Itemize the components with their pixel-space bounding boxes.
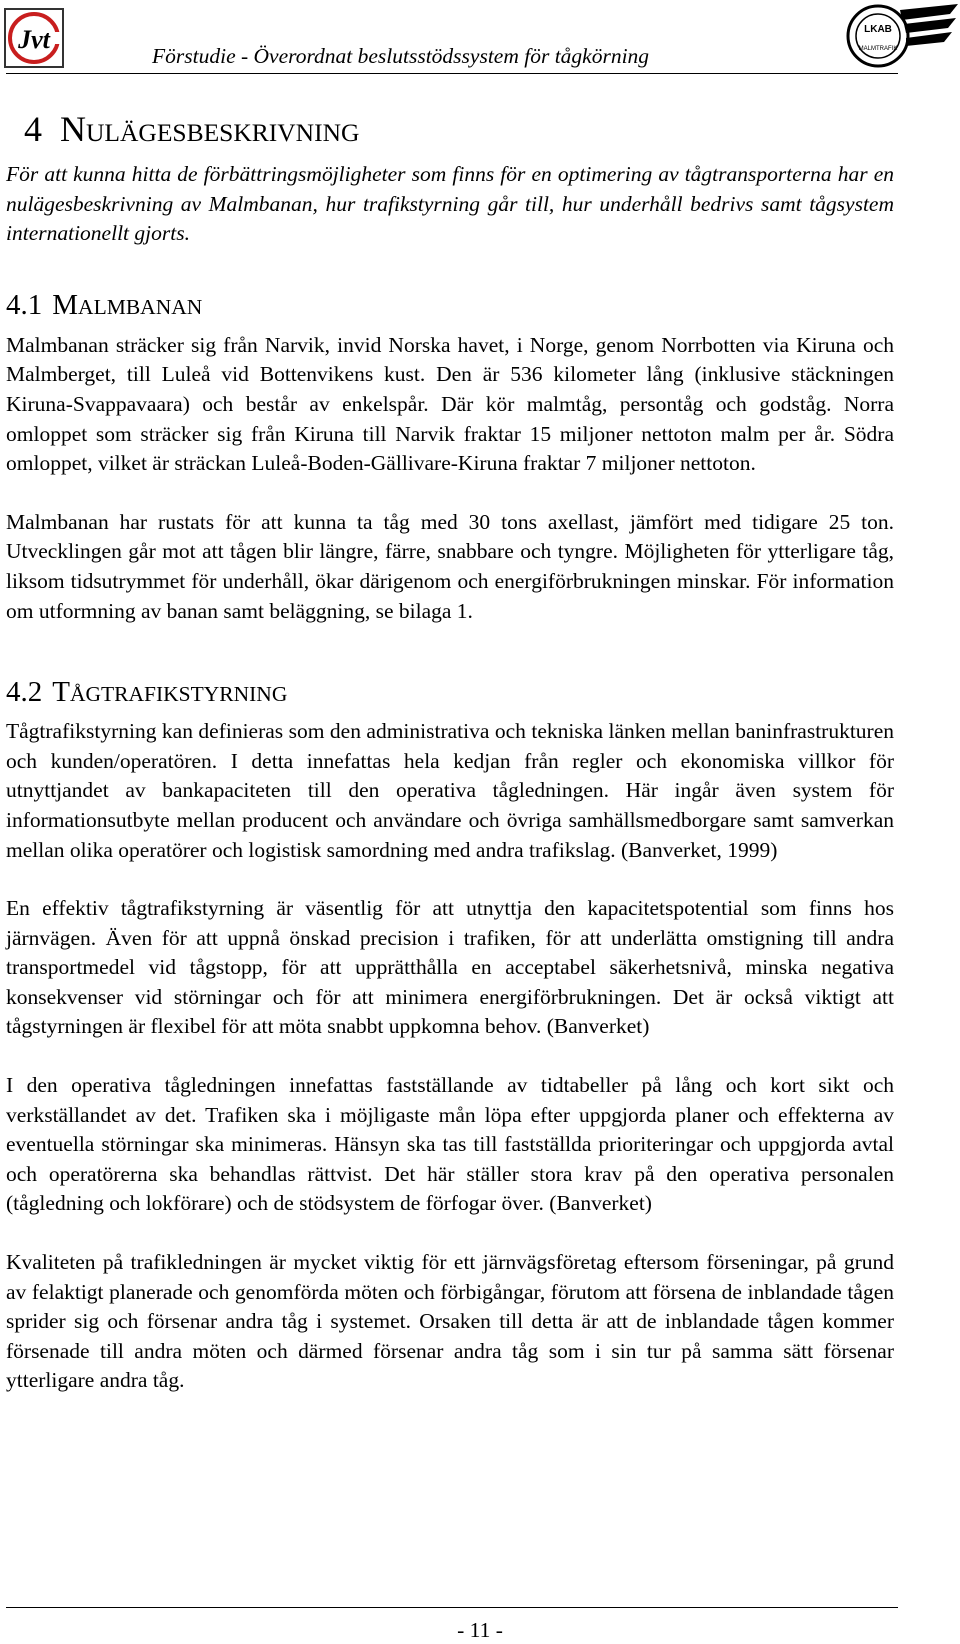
svg-text:Jvt: Jvt (18, 25, 50, 54)
svg-text:LKAB: LKAB (864, 24, 892, 35)
page-header (0, 0, 960, 80)
section-number: 4.1 (6, 288, 43, 321)
section-4-heading (24, 106, 894, 156)
section-title-initial: T (52, 676, 70, 709)
header-divider (6, 73, 898, 74)
section-4-2-heading (6, 672, 894, 714)
paragraph: Kvaliteten på trafikledningen är mycket viktig för ett järnvägsföretag eftersom förseningar, på grund av felaktigt planerade och genomförda möten och förbigångar, förutom att försena de inblandade tågen sprider sig och försenar andra tåg i systemet. Orsaken till detta är att de inblandade tågen kommer försenade till andra möten och därmed försenar andra tåg som i sin tur på samma sätt försenar ytterligare andra tåg. (6, 1250, 894, 1393)
section-title-rest: ÅGTRAFIKSTYRNING (69, 682, 288, 707)
section-number: 4.2 (6, 676, 43, 709)
paragraph: I den operativa tågledningen innefattas fastställande av tidtabeller på lång och kort sikt och verkställandet av det. Trafiken ska i möjligaste mån löpa efter uppgjorda planer och effekterna av eventuella störningar ska minimeras. Hänsyn ska tas till fastställda prioriteringar och uppgjorda avtal och operatörerna ska behandlas rättvist. Det här ställer stora krav på den operativa personalen (tågledning och lokförare) och de stödsystem de förfogar över. (Banverket) (6, 1073, 894, 1216)
paragraph: Malmbanan har rustats för att kunna ta tåg med 30 tons axellast, jämfört med tidigare 25 ton. Utvecklingen går mot att tågen blir längre, färre, snabbare och tyngre. Möjligheten för ytterligare tåg, liksom tidsutrymmet för underhåll, ökar därigenom och energiförbrukningen minskar. För information om utformning av banan samt beläggning, se bilaga 1. (6, 509, 894, 623)
section-number: 4 (24, 109, 42, 149)
section-title-initial: N (60, 109, 86, 149)
section-title-initial: M (52, 288, 79, 321)
svg-text:MALMTRAFIK: MALMTRAFIK (858, 46, 898, 52)
paragraph: Tågtrafikstyrning kan definieras som den administrativa och tekniska länken mellan baninfrastrukturen och kunden/operatören. I detta innefattas hela kedjan från regler och ekonomiska villkor för utnyttjandet av bankapaciteten till den operativa tågledningen. Här ingår även system för informationsutbyte mellan producent och användare och övriga samhällsmedborgare samt samverkan mellan olika operatörer och logistisk samordning med andra trafikslag. (Banverket, 1999) (6, 719, 894, 862)
footer-divider (6, 1607, 898, 1608)
paragraph: En effektiv tågtrafikstyrning är väsentlig för att utnyttja den kapacitetspotential som finns hos järnvägen. Även för att uppnå önskad precision i trafiken, för att underlätta omstigning till andra transportmedel vid tågstopp, för att upprätthålla en acceptabel säkerhetsnivå, minska negativa konsekvenser vid störningar och för att minimera energiförbrukningen. Det är också viktigt att tågstyrningen är flexibel för att möta snabbt uppkomna behov. (Banverket) (6, 896, 894, 1039)
paragraph: Malmbanan sträcker sig från Narvik, invid Norska havet, i Norge, genom Norrbotten via Kiruna och Malmberget, till Luleå vid Bottenvikens kust. Den är 536 kilometer lång (inklusive stäckningen Kiruna-Svappavaara) och består av enkelspår. Där kör malmtåg, persontåg och godståg. Norra omloppet som sträcker sig från Kiruna till Narvik fraktar 15 miljoner nettoton malm per år. Södra omloppet, vilket är sträckan Luleå-Boden-Gällivare-Kiruna fraktar 7 miljoner nettoton. (6, 332, 894, 476)
lkab-malmtrafik-logo (840, 0, 960, 76)
page-content (6, 106, 894, 1396)
section-4-intro: För att kunna hitta de förbättringsmöjligheter som finns för en optimering av tågtransporterna har en nulägesbeskrivning av Malmbanan, hur trafikstyrning går till, hur underhåll bedrivs samt tågsystem internationellt gjorts. (6, 162, 894, 246)
header-title: Förstudie - Överordnat beslutsstödssystem för tågkörning (152, 44, 650, 68)
section-title-rest: ALMBANAN (78, 294, 203, 319)
page-number: - 11 - (457, 1618, 503, 1642)
section-4-1-heading (6, 285, 894, 327)
jvt-logo (4, 8, 64, 68)
section-title-rest: ULÄGESBESKRIVNING (86, 118, 360, 147)
